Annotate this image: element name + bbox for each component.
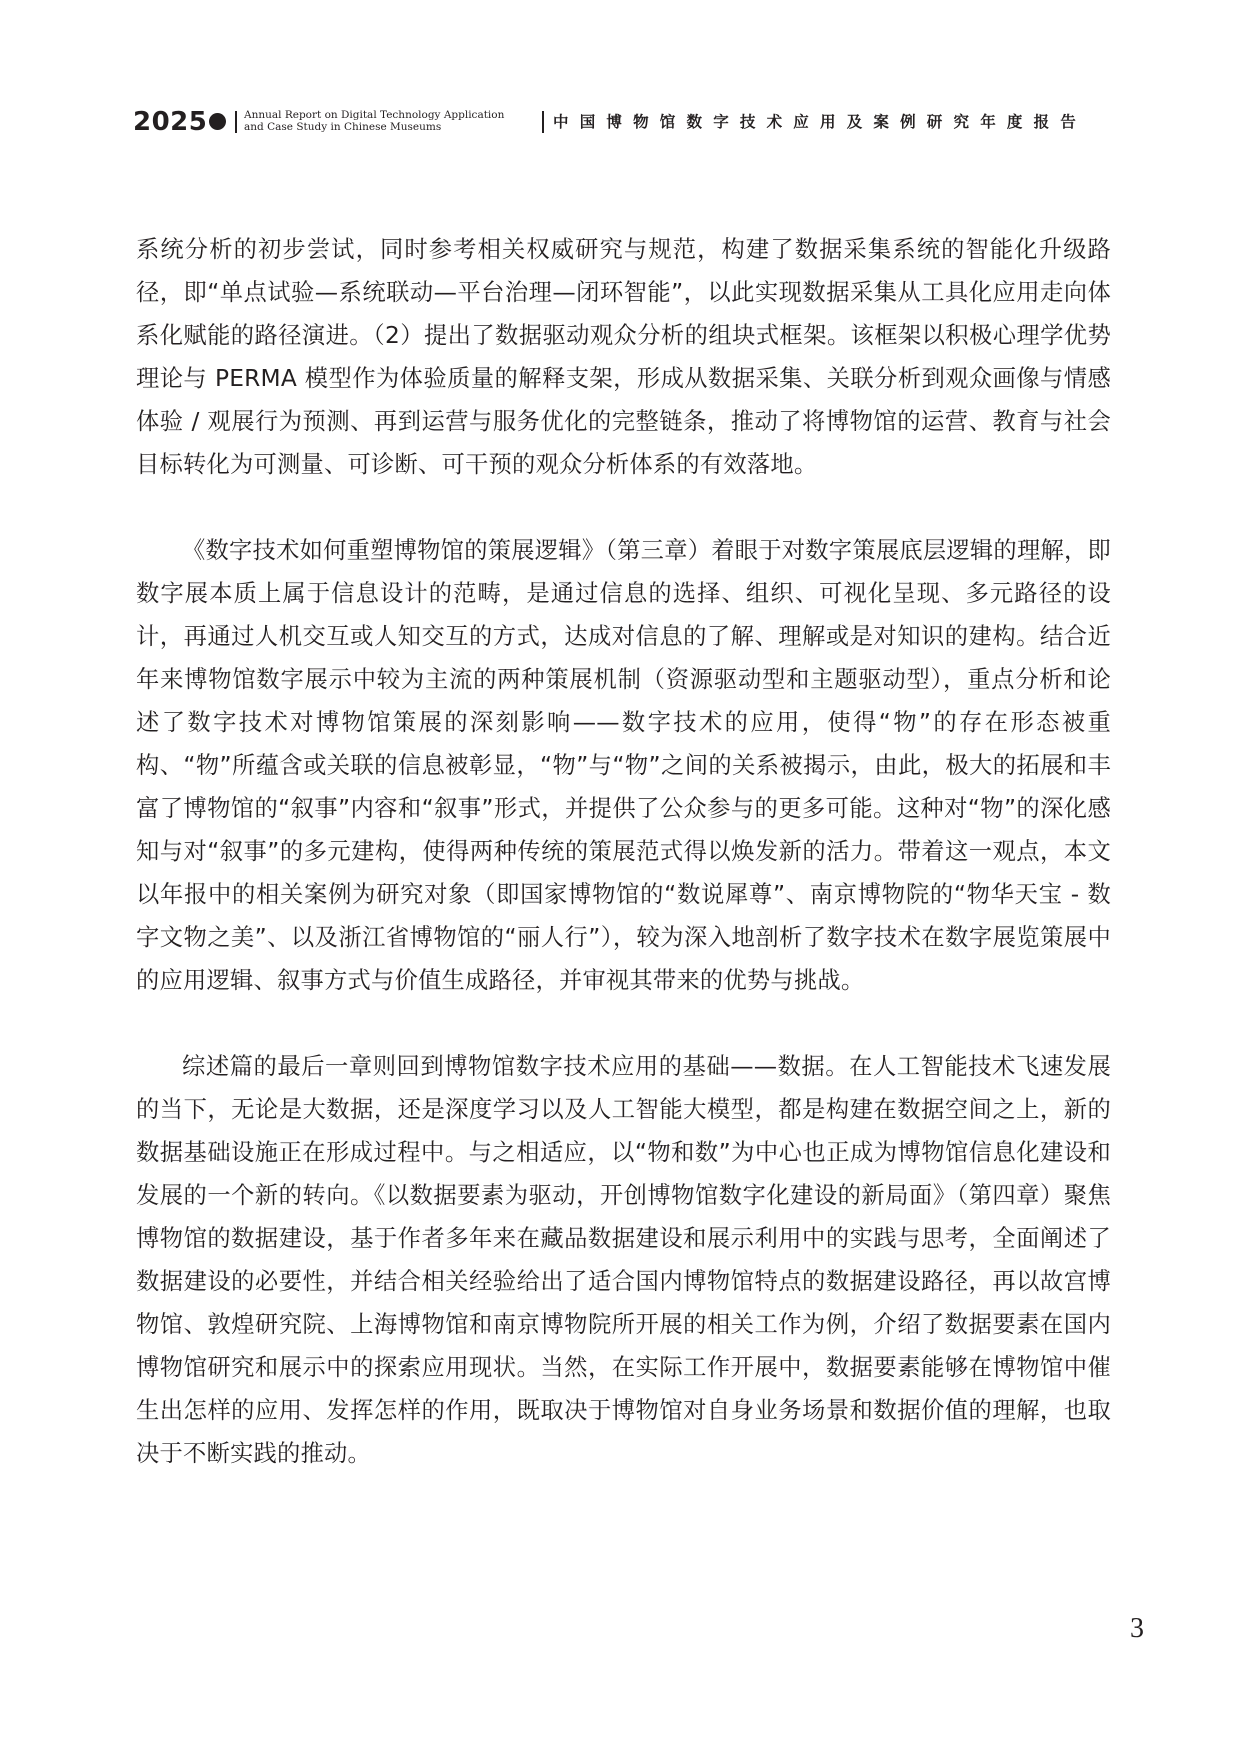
body-text bbox=[136, 228, 1111, 1475]
report-year: 2025 bbox=[133, 107, 208, 137]
paragraph: 综述篇的最后一章则回到博物馆数字技术应用的基础——数据。在人工智能技术飞速发展的当下，无论是大数据，还是深度学习以及人工智能大模型，都是构建在数据空间之上，新的数据基础设施正在形成过程中。与之相适应，以“物和数”为中心也正成为博物馆信息化建设和发展的一个新的转向。《以数据要素为驱动，开创博物馆数字化建设的新局面》（第四章）聚焦博物馆的数据建设，基于作者多年来在藏品数据建设和展示利用中的实践与思考，全面阐述了数据建设的必要性，并结合相关经验给出了适合国内博物馆特点的数据建设路径，再以故宫博物馆、敦煌研究院、上海博物馆和南京博物院所开展的相关工作为例，介绍了数据要素在国内博物馆研究和展示中的探索应用现状。当然，在实际工作开展中，数据要素能够在博物馆中催生出怎样的应用、发挥怎样的作用，既取决于博物馆对自身业务场景和数据价值的理解，也取决于不断实践的推动。 bbox=[136, 1053, 1111, 1467]
paragraph: 《数字技术如何重塑博物馆的策展逻辑》（第三章）着眼于对数字策展底层逻辑的理解，即数字展本质上属于信息设计的范畴，是通过信息的选择、组织、可视化呈现、多元路径的设计，再通过人机交互或人知交互的方式，达成对信息的了解、理解或是对知识的建构。结合近年来博物馆数字展示中较为主流的两种策展机制（资源驱动型和主题驱动型），重点分析和论述了数字技术对博物馆策展的深刻影响——数字技术的应用，使得“物”的存在形态被重构、“物”所蕴含或关联的信息被彰显，“物”与“物”之间的关系被揭示，由此，极大的拓展和丰富了博物馆的“叙事”内容和“叙事”形式，并提供了公众参与的更多可能。这种对“物”的深化感知与对“叙事”的多元建构，使得两种传统的策展范式得以焕发新的活力。带着这一观点，本文以年报中的相关案例为研究对象（即国家博物馆的“数说犀尊”、南京博物院的“物华天宝 - 数字文物之美”、以及浙江省博物馆的“丽人行”），较为深入地剖析了数字技术在数字展览策展中的应用逻辑、叙事方式与价值生成路径，并审视其带来的优势与挑战。 bbox=[136, 537, 1111, 994]
english-title-line-2: and Case Study in Chinese Museums bbox=[244, 121, 442, 133]
page-number: 3 bbox=[1130, 1613, 1144, 1644]
chinese-report-title: 中国博物馆数字技术应用及案例研究年度报告 bbox=[553, 113, 1088, 131]
running-header bbox=[0, 0, 1247, 160]
english-report-title bbox=[244, 109, 544, 133]
header-divider bbox=[542, 111, 544, 133]
header-dot-icon bbox=[209, 113, 226, 130]
english-title-line-1: Annual Report on Digital Technology Application bbox=[244, 109, 505, 121]
paragraph: 系统分析的初步尝试，同时参考相关权威研究与规范，构建了数据采集系统的智能化升级路径，即“单点试验—系统联动—平台治理—闭环智能”，以此实现数据采集从工具化应用走向体系化赋能的路径演进。（2）提出了数据驱动观众分析的组块式框架。该框架以积极心理学优势理论与 PERMA 模型作为体验质量的解释支架，形成从数据采集、关联分析到观众画像与情感体验 / 观展行为预测、再到运营与服务优化的完整链条，推动了将博物馆的运营、教育与社会目标转化为可测量、可诊断、可干预的观众分析体系的有效落地。 bbox=[136, 236, 1111, 478]
header-divider bbox=[235, 111, 237, 133]
